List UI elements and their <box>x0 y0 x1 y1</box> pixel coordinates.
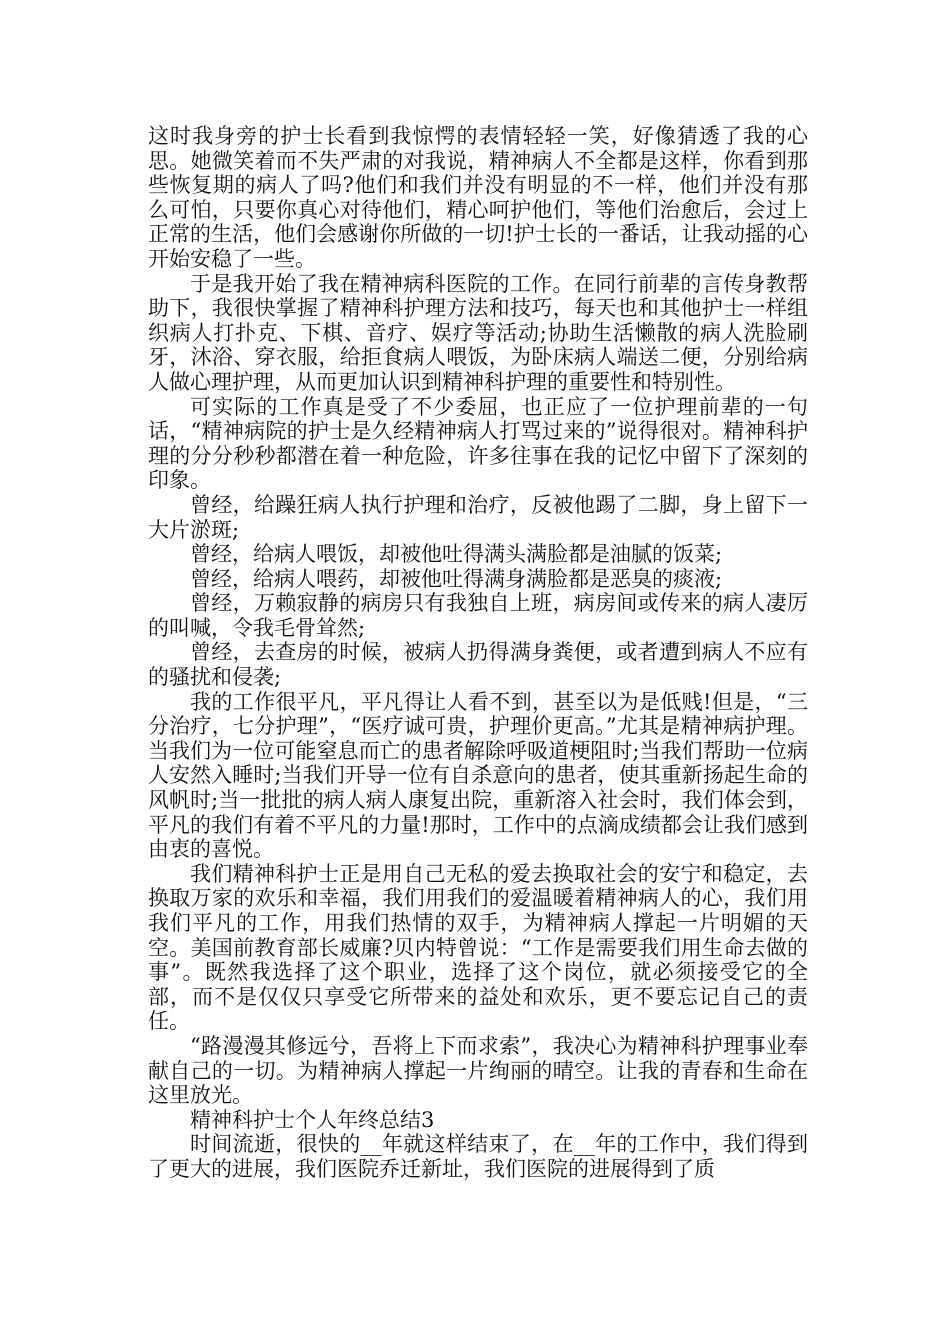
paragraph-start-work: 于是我开始了我在精神病科医院的工作。在同行前辈的言传身教帮助下，我很快掌握了精神科护理方法和技巧，每天也和其他护士一样组织病人打扑克、下棋、音疗、娱疗等活动;协助生活懒散的病人洗脸刷牙，沐浴、穿衣服，给拒食病人喂饭，为卧床病人端送二便，分别给病人做心理护理，从而更加认识到精神科护理的重要性和特别性。 <box>148 271 808 394</box>
paragraph-head-nurse-reassurance: 这时我身旁的护士长看到我惊愕的表情轻轻一笑，好像猜透了我的心思。她微笑着而不失严肃的对我说，精神病人不全都是这样，你看到那些恢复期的病人了吗?他们和我们并没有明显的不一样，他们并没有那么可怕，只要你真心对待他们，精心呵护他们，等他们治愈后，会过上正常的生活，他们会感谢你所做的一切!护士长的一番话，让我动摇的心开始安稳了一些。 <box>148 124 808 271</box>
section-heading: 精神科护士个人年终总结3 <box>190 1107 435 1132</box>
paragraph-year-review: 时间流逝，很快的__年就这样结束了，在__年的工作中，我们得到了更大的进展，我们医院乔迁新址，我们医院的进展得到了质 <box>148 1132 808 1181</box>
paragraph-selfless-love: 我们精神科护士正是用自己无私的爱去换取社会的安宁和稳定，去换取万家的欢乐和幸福，我们用我们的爱温暖着精神病人的心，我们用我们平凡的工作，用我们热情的双手，为精神病人撑起一片明媚的天空。美国前教育部长威廉?贝内特曾说：“工作是需要我们用生命去做的事”。既然我选择了这个职业，选择了这个岗位，就必须接受它的全部，而不是仅仅只享受它所带来的益处和欢乐，更不要忘记自己的责任。 <box>148 861 808 1034</box>
paragraph-ordinary-work: 我的工作很平凡，平凡得让人看不到，甚至以为是低贱!但是，“三分治疗，七分护理”，“医疗诚可贵，护理价更高。”尤其是精神病护理。当我们为一位可能窒息而亡的患者解除呼吸道梗阻时;当我们帮助一位病人安然入睡时;当我们开导一位有自杀意向的患者，使其重新扬起生命的风帆时;当一批批的病人病人康复出院，重新溶入社会时，我们体会到，平凡的我们有着不平凡的力量!那时，工作中的点滴成绩都会让我们感到由衷的喜悦。 <box>148 689 808 862</box>
paragraph-grievances: 可实际的工作真是受了不少委屈，也正应了一位护理前辈的一句话，“精神病院的护士是久经精神病人打骂过来的”说得很对。精神科护理的分分秒秒都潜在着一种危险，许多往事在我的记忆中留下了深刻的印象。 <box>148 394 808 493</box>
paragraph-determination: “路漫漫其修远兮，吾将上下而求索”，我决心为精神科护理事业奉献自己的一切。为精神病人撑起一片绚丽的晴空。让我的青春和生命在这里放光。 <box>148 1033 808 1108</box>
paragraph-once-ward-round: 曾经，去查房的时候，被病人扔得满身粪便，或者遭到病人不应有的骚扰和侵袭; <box>148 640 808 690</box>
paragraph-once-feeding: 曾经，给病人喂饭，却被他吐得满头满脸都是油腻的饭菜; <box>190 542 723 567</box>
document-body <box>148 124 808 1182</box>
paragraph-once-medicine: 曾经，给病人喂药，却被他吐得满身满脸都是恶臭的痰液; <box>190 566 723 591</box>
paragraph-once-kicked: 曾经，给躁狂病人执行护理和治疗，反被他踢了二脚，身上留下一大片淤斑; <box>148 492 808 542</box>
paragraph-once-night-shift: 曾经，万赖寂静的病房只有我独自上班，病房间或传来的病人凄厉的叫喊，令我毛骨耸然; <box>148 591 808 640</box>
